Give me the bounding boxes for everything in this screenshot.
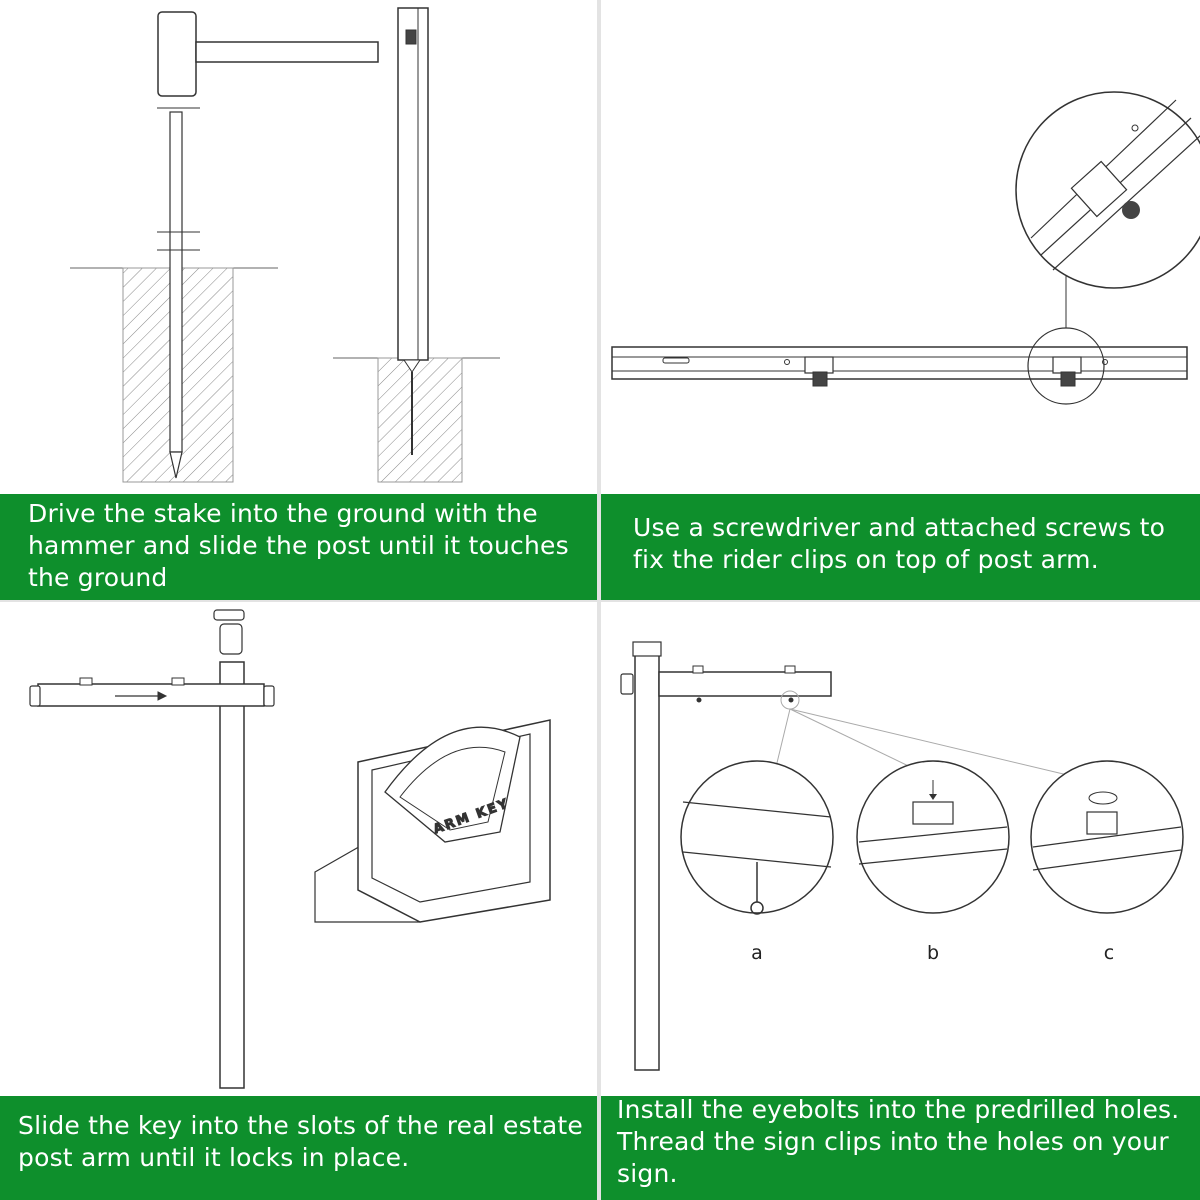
detail-label-b: b [926, 942, 940, 964]
eyebolt-illustration [601, 602, 1200, 1096]
step-3-caption-band [0, 1096, 597, 1200]
rider-clip-left [805, 357, 833, 386]
detail-label-a: a [751, 942, 763, 964]
step-2-caption-band [601, 494, 1200, 600]
arm-key-closeup [315, 720, 550, 922]
step-2-caption: Use a screwdriver and attached screws to fix the rider clips on top of post arm. [633, 513, 1166, 574]
step-4-caption-band [601, 1096, 1200, 1200]
step-1-caption: Drive the stake into the ground with the hammer and slide the post until it touches the ground [28, 499, 569, 592]
detail-circle-c [1031, 761, 1183, 913]
arm-key-illustration [0, 602, 597, 1096]
rider-clips-illustration [601, 0, 1200, 494]
soil-block-right [378, 358, 462, 482]
stake-and-hammer-illustration [0, 0, 597, 494]
step-2-panel [601, 0, 1200, 600]
step-3-panel [0, 602, 597, 1200]
post-with-arm [30, 610, 274, 1088]
step-1-caption-band [0, 494, 597, 600]
step-1-panel [0, 0, 597, 600]
step-4-caption: Install the eyebolts into the predrilled holes. Thread the sign clips into the holes on your sign. [617, 1095, 1180, 1188]
detail-circle-a [681, 761, 833, 914]
step-3-caption: Slide the key into the slots of the real estate post arm until it locks in place. [18, 1111, 583, 1172]
detail-magnified-circle [1016, 92, 1200, 288]
detail-label-c: c [1103, 942, 1115, 964]
detail-circle-b [857, 761, 1009, 913]
arm-key-label: ARM KEY [431, 796, 512, 838]
hammer-icon [158, 12, 378, 96]
step-4-panel [601, 602, 1200, 1200]
rider-clip-right [1053, 357, 1081, 386]
